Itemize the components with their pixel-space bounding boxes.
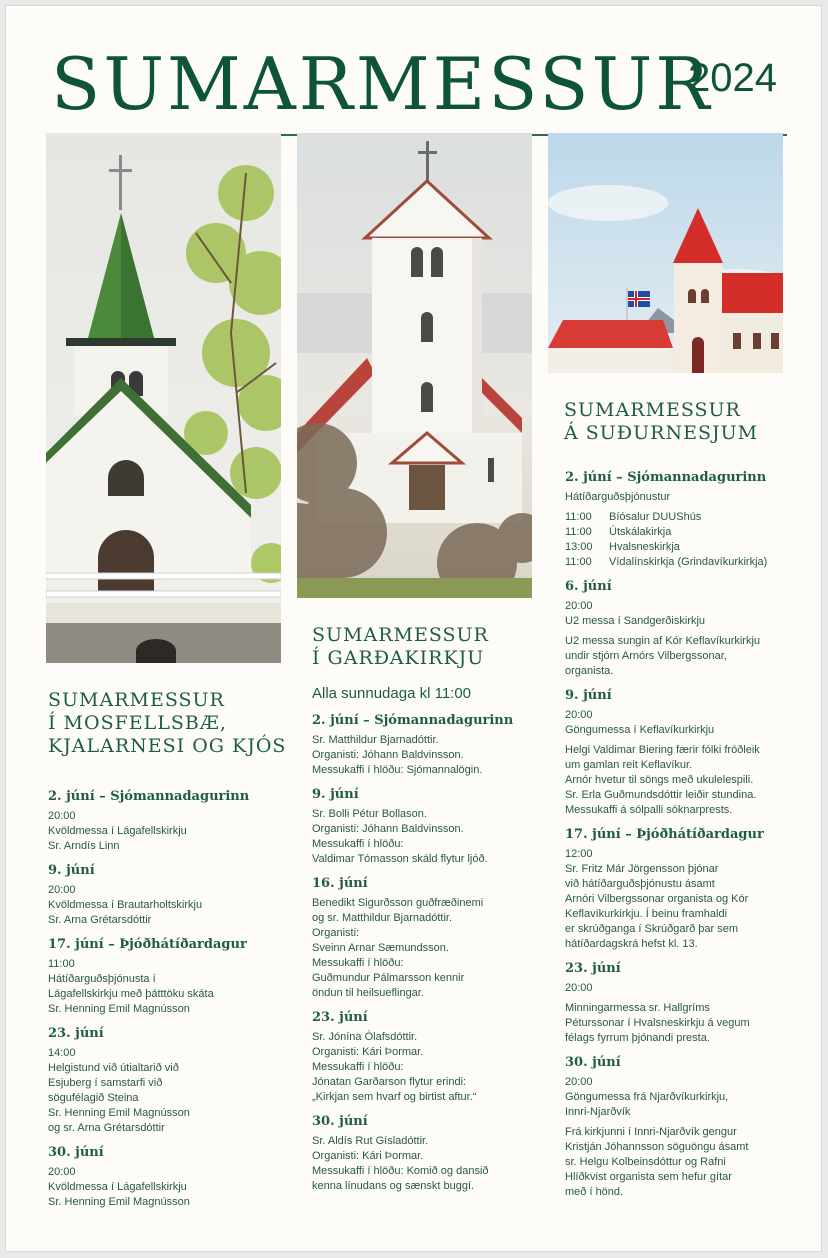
event-item (565, 826, 805, 952)
event-line: Göngumessa í Keflavíkurkirkju (565, 724, 715, 736)
section-title-sudurnes (564, 399, 758, 445)
schedule-place: Útskálakirkja (609, 526, 672, 538)
event-line: Sr. Henning Emil Magnússon (48, 1196, 190, 1208)
event-time: 20:00 (565, 982, 593, 994)
event-time: 20:00 (565, 600, 593, 612)
event-line: Benedikt Sigurðsson guðfræðinemi (312, 897, 484, 909)
event-item (312, 1113, 547, 1194)
schedule-row (565, 555, 805, 570)
event-line: Organisti: Kári Þormar. (312, 1150, 424, 1162)
event-line: U2 messa í Sandgerðiskirkju (565, 615, 706, 627)
event-line: Messukaffi í hlöðu: (312, 1061, 404, 1073)
schedule-time: 13:00 (565, 541, 593, 553)
event-item (565, 687, 805, 818)
event-line: Arnóri Vilbergssonar organista og Kór (565, 893, 749, 905)
event-date: 2. júní – Sjómannadagurinn (48, 789, 250, 804)
event-time: 20:00 (565, 709, 593, 721)
event-description: Messukaffi á sólpalli sóknarprests. (565, 804, 733, 816)
poster (5, 5, 822, 1252)
event-date: 23. júní (565, 961, 621, 976)
event-item (48, 1144, 283, 1210)
event-line: og sr. Matthildur Bjarnadóttir. (312, 912, 453, 924)
event-date: 17. júní – Þjóðhátíðardagur (48, 937, 247, 952)
event-item (312, 1009, 547, 1105)
event-description: undir stjórn Arnórs Vilbergssonar, (565, 650, 727, 662)
event-line: kenna línudans og sænskt buggí. (312, 1180, 475, 1192)
section-title-line: SUMARMESSUR (48, 689, 225, 711)
event-date: 30. júní (565, 1055, 621, 1070)
event-line: við hátíðarguðsþjónustu ásamt (565, 878, 715, 890)
event-line: hátíðardagskrá hefst kl. 13. (565, 938, 698, 950)
event-description: Hlíðkvist organista sem hefur gítar (565, 1171, 732, 1183)
event-line: Kvöldmessa í Brautarholtskirkju (48, 899, 203, 911)
event-item (48, 788, 283, 854)
event-line: Hátíðarguðsþjónusta í (48, 973, 156, 985)
events-mosfellsbae (48, 788, 283, 1218)
event-date: 9. júní (312, 787, 359, 802)
event-line: og sr. Arna Grétarsdóttir (48, 1122, 165, 1134)
event-description: um gamlan reit Keflavíkur. (565, 759, 693, 771)
event-line: Kvöldmessa í Lágafellskirkju (48, 825, 187, 837)
event-line: Keflavíkurkirkju. Í beinu framhaldi (565, 908, 728, 920)
event-date: 23. júní (48, 1026, 104, 1041)
events-gardakirkja (312, 685, 547, 1202)
event-description: félags fyrrum þjónandi presta. (565, 1032, 710, 1044)
event-item (48, 1025, 283, 1136)
event-line: sögufélagið Steina (48, 1092, 139, 1104)
event-line: Innri-Njarðvík (565, 1106, 631, 1118)
schedule-note: Alla sunnudaga kl 11:00 (312, 685, 472, 702)
event-description: U2 messa sungin af Kór Keflavíkurkirkju (565, 635, 761, 647)
schedule-place: Hvalsneskirkja (609, 541, 680, 553)
event-date: 30. júní (48, 1145, 104, 1160)
event-line: Messukaffi í hlöðu: Komið og dansið (312, 1165, 489, 1177)
event-time: 20:00 (48, 884, 76, 896)
event-line: Sr. Jónína Ólafsdóttir. (312, 1031, 418, 1043)
event-date: 6. júní (565, 579, 612, 594)
event-time: 12:00 (565, 848, 593, 860)
schedule-place: Vídalínskirkja (Grindavíkurkirkja) (609, 556, 768, 568)
event-line: Sr. Fritz Már Jörgensson þjónar (565, 863, 719, 875)
event-line: Organisti: (312, 927, 360, 939)
event-line: öndun til heilsueflingar. (312, 987, 424, 999)
event-time: 20:00 (48, 1166, 76, 1178)
section-title-line: SUMARMESSUR (564, 399, 741, 421)
schedule-place: Bíósalur DUUShús (609, 511, 702, 523)
event-date: 2. júní – Sjómannadagurinn (565, 470, 767, 485)
event-description: með í hönd. (565, 1186, 624, 1198)
event-line: Sveinn Arnar Sæmundsson. (312, 942, 449, 954)
event-description: organista. (565, 665, 614, 677)
event-line: Helgistund við útialtarið við (48, 1062, 179, 1074)
event-description: Kristján Jóhannsson söguöngu ásamt (565, 1141, 749, 1153)
schedule-row (565, 510, 805, 525)
event-line: Guðmundur Pálmarsson kennir (312, 972, 465, 984)
poster-year: 2024 (688, 56, 777, 100)
event-date: 17. júní – Þjóðhátíðardagur (565, 827, 764, 842)
event-line: er skrúðganga í Skrúðgarð þar sem (565, 923, 739, 935)
event-line: Esjuberg í samstarfi við (48, 1077, 163, 1089)
event-line: Kvöldmessa í Lágafellskirkju (48, 1181, 187, 1193)
event-line: Sr. Matthildur Bjarnadóttir. (312, 734, 439, 746)
event-description: sr. Helgu Kolbeinsdóttur og Rafni (565, 1156, 726, 1168)
event-line: Organisti: Jóhann Baldvinsson. (312, 749, 464, 761)
event-item (565, 1054, 805, 1200)
church-photo-mosfellsbae (46, 133, 281, 663)
event-line: Göngumessa frá Njarðvíkurkirkju, (565, 1091, 729, 1103)
event-time: 20:00 (48, 810, 76, 822)
event-item (312, 712, 547, 778)
event-line: Hátíðarguðsþjónustur (565, 491, 671, 503)
event-item (312, 875, 547, 1001)
church-photo-gardakirkja (297, 133, 532, 598)
church-photo-sudurnes (548, 133, 783, 373)
event-line: Sr. Henning Emil Magnússon (48, 1107, 190, 1119)
event-description: Frá kirkjunni í Innri-Njarðvík gengur (565, 1126, 737, 1138)
event-line: Lágafellskirkju með þátttöku skáta (48, 988, 214, 1000)
event-description: Arnór hvetur til söngs með ukulelespili. (565, 774, 754, 786)
event-description: Péturssonar í Hvalsneskirkju á vegum (565, 1017, 750, 1029)
event-item (48, 936, 283, 1017)
event-line: Sr. Arna Grétarsdóttir (48, 914, 152, 926)
schedule-row (565, 540, 805, 555)
event-date: 2. júní – Sjómannadagurinn (312, 713, 514, 728)
poster-title: SUMARMESSUR (51, 42, 713, 126)
schedule-time: 11:00 (565, 511, 592, 523)
event-line: Sr. Bolli Pétur Bollason. (312, 808, 427, 820)
schedule-time: 11:00 (565, 556, 592, 568)
event-item (565, 469, 805, 570)
event-line: Sr. Arndís Linn (48, 840, 120, 852)
event-time: 20:00 (565, 1076, 593, 1088)
event-line: Organisti: Kári Þormar. (312, 1046, 424, 1058)
event-line: „Kirkjan sem hvarf og birtist aftur.“ (312, 1091, 477, 1103)
event-line: Sr. Henning Emil Magnússon (48, 1003, 190, 1015)
event-line: Messukaffi í hlöðu: (312, 957, 404, 969)
event-date: 23. júní (312, 1010, 368, 1025)
event-line: Organisti: Jóhann Baldvinsson. (312, 823, 464, 835)
event-line: Messukaffi í hlöðu: (312, 838, 404, 850)
section-title-line: SUMARMESSUR (312, 624, 489, 646)
event-line: Sr. Aldís Rut Gísladóttir. (312, 1135, 429, 1147)
event-time: 14:00 (48, 1047, 76, 1059)
event-date: 16. júní (312, 876, 368, 891)
section-title-line: Í MOSFELLSBÆ, (48, 712, 227, 735)
event-item (48, 862, 283, 928)
event-item (565, 578, 805, 679)
event-date: 9. júní (565, 688, 612, 703)
section-title-line: Í GARÐAKIRKJU (312, 647, 485, 670)
section-title-line: KJALARNESI OG KJÓS (48, 735, 287, 758)
event-item (312, 786, 547, 867)
event-description: Helgi Valdimar Biering færir fólki fróðleik (565, 744, 760, 756)
schedule-time: 11:00 (565, 526, 592, 538)
event-description: Minningarmessa sr. Hallgríms (565, 1002, 710, 1014)
event-line: Valdimar Tómasson skáld flytur ljóð. (312, 853, 488, 865)
event-description: Sr. Erla Guðmundsdóttir leiðir stundina. (565, 789, 757, 801)
event-line: Messukaffi í hlöðu: Sjómannalögin. (312, 764, 483, 776)
schedule-row (565, 525, 805, 540)
event-time: 11:00 (48, 958, 75, 970)
event-item (565, 960, 805, 1046)
event-date: 9. júní (48, 863, 95, 878)
section-title-gardakirkja (312, 624, 489, 670)
events-sudurnes (565, 469, 805, 1208)
event-date: 30. júní (312, 1114, 368, 1129)
event-line: Jónatan Garðarson flytur erindi: (312, 1076, 467, 1088)
section-title-line: Á SUÐURNESJUM (564, 422, 759, 445)
section-title-mosfellsbae (48, 689, 286, 759)
